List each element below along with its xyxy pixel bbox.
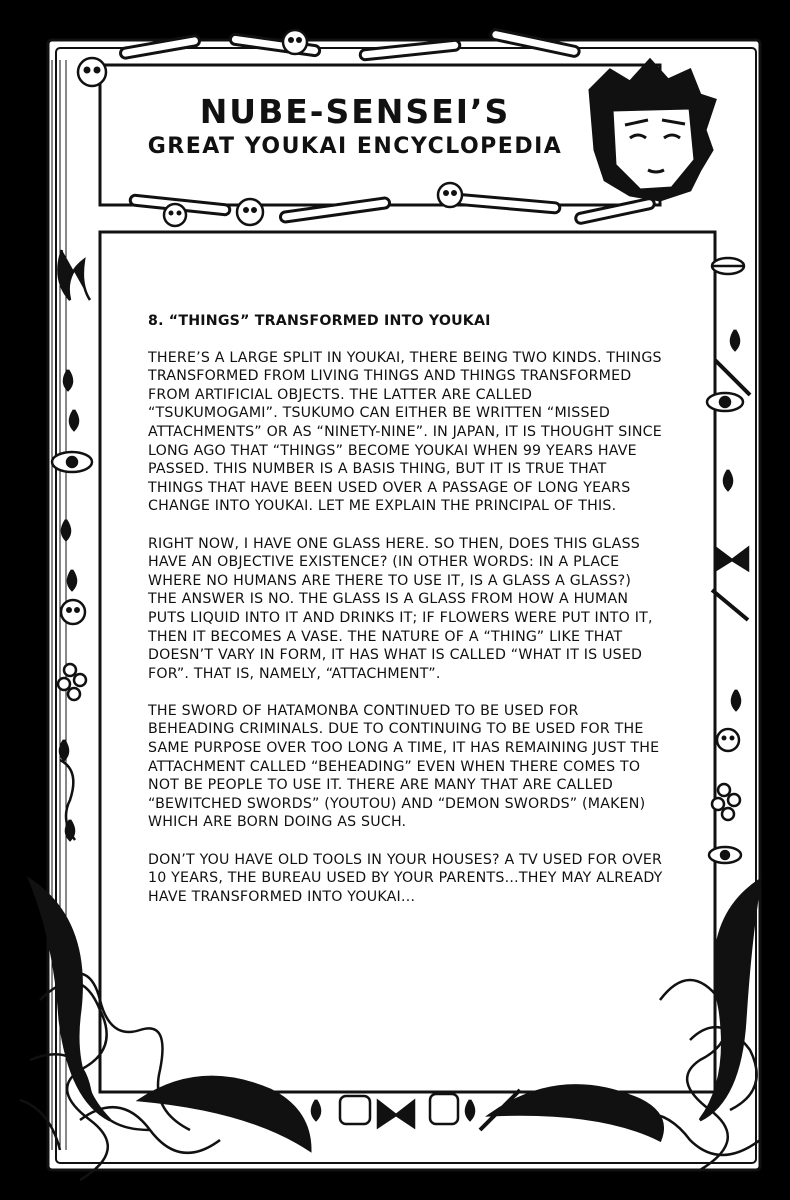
drop-icon [724,470,732,490]
article-paragraph: THE SWORD OF HATAMONBA CONTINUED TO BE USED FOR BEHEADING CRIMINALS. DUE TO CONTINUING TO BE USED FOR THE SAME PURPOSE OVER TOO LONG A TIME, IT HAS REMAINING JUST THE ATTACHMENT CALLED “BEHEADING” EVEN WHEN THERE COMES TO NOT BE PEOPLE TO USE IT. THERE ARE MANY THAT ARE CALLED “BEWITCHED SWORDS” (YOUTOU) AND “DEMON SWORDS” (MAKEN) WHICH ARE BORN DOING AS SUCH. [148,702,660,831]
drop-icon [732,690,740,710]
drop-icon [466,1100,474,1120]
drop-icon [70,410,78,430]
grape-icon [718,784,730,796]
skull-icon [61,600,85,624]
page-subtitle: GREAT YOUKAI ENCYCLOPEDIA [147,134,563,159]
drop-icon [68,570,76,590]
bone-icon [340,1096,370,1124]
article-paragraph: DON’T YOU HAVE OLD TOOLS IN YOUR HOUSES? A TV USED FOR OVER 10 YEARS, THE BUREAU USED BY YOUR PARENTS…THEY MAY ALREADY HAVE TRANSFORMED INTO YOUKAI… [148,851,663,905]
skull-icon [717,729,739,751]
drop-icon [312,1100,320,1120]
skull-icon [438,183,462,207]
drop-icon [60,740,68,760]
article-body [148,312,663,925]
skull-icon [164,204,186,226]
skull-icon [78,58,106,86]
article-paragraph: RIGHT NOW, I HAVE ONE GLASS HERE. SO THEN, DOES THIS GLASS HAVE AN OBJECTIVE EXISTENCE? (IN OTHER WORDS: IN A PLACE WHERE NO HUMANS ARE THERE TO USE IT, IS A GLASS A GLASS?) THE ANSWER IS NO. THE GLASS IS A GLASS FROM HOW A HUMAN PUTS LIQUID INTO IT AND DRINKS IT; IF FLOWERS WERE PUT INTO IT, THEN IT BECOMES A VASE. THE NATURE OF A “THING” LIKE THAT DOESN’T VARY IN FORM, IT HAS WHAT IS CALLED “WHAT IT IS USED FOR”. THAT IS, NAMELY, “ATTACHMENT”. [148,535,653,682]
drop-icon [64,370,72,390]
drop-icon [731,330,739,350]
skull-icon [283,30,307,54]
title-block [120,92,590,162]
bone-icon [430,1094,458,1124]
article-paragraph: THERE’S A LARGE SPLIT IN YOUKAI, THERE BEING TWO KINDS. THINGS TRANSFORMED FROM LIVING THINGS AND THINGS TRANSFORMED FROM ARTIFICIAL OBJECTS. THE LATTER ARE CALLED “TSUKUMOGAMI”. TSUKUMO CAN EITHER BE WRITTEN “MISSED ATTACHMENTS” OR AS “NINETY-NINE”. IN JAPAN, IT IS THOUGHT SINCE LONG AGO THAT “THINGS” BECOME YOUKAI WHEN 99 YEARS HAVE PASSED. THIS NUMBER IS A BASIS THING, BUT IT IS TRUE THAT THINGS THAT HAVE BEEN USED OVER A PASSAGE OF LONG YEARS CHANGE INTO YOUKAI. LET ME EXPLAIN THE PRINCIPAL OF THIS. [148,349,662,515]
drop-icon [62,520,70,540]
grape-icon [64,664,76,676]
skull-icon [237,199,263,225]
page-title: NUBE-SENSEI’S [199,92,511,131]
article-heading: 8. “THINGS” TRANSFORMED INTO YOUKAI [148,313,491,329]
